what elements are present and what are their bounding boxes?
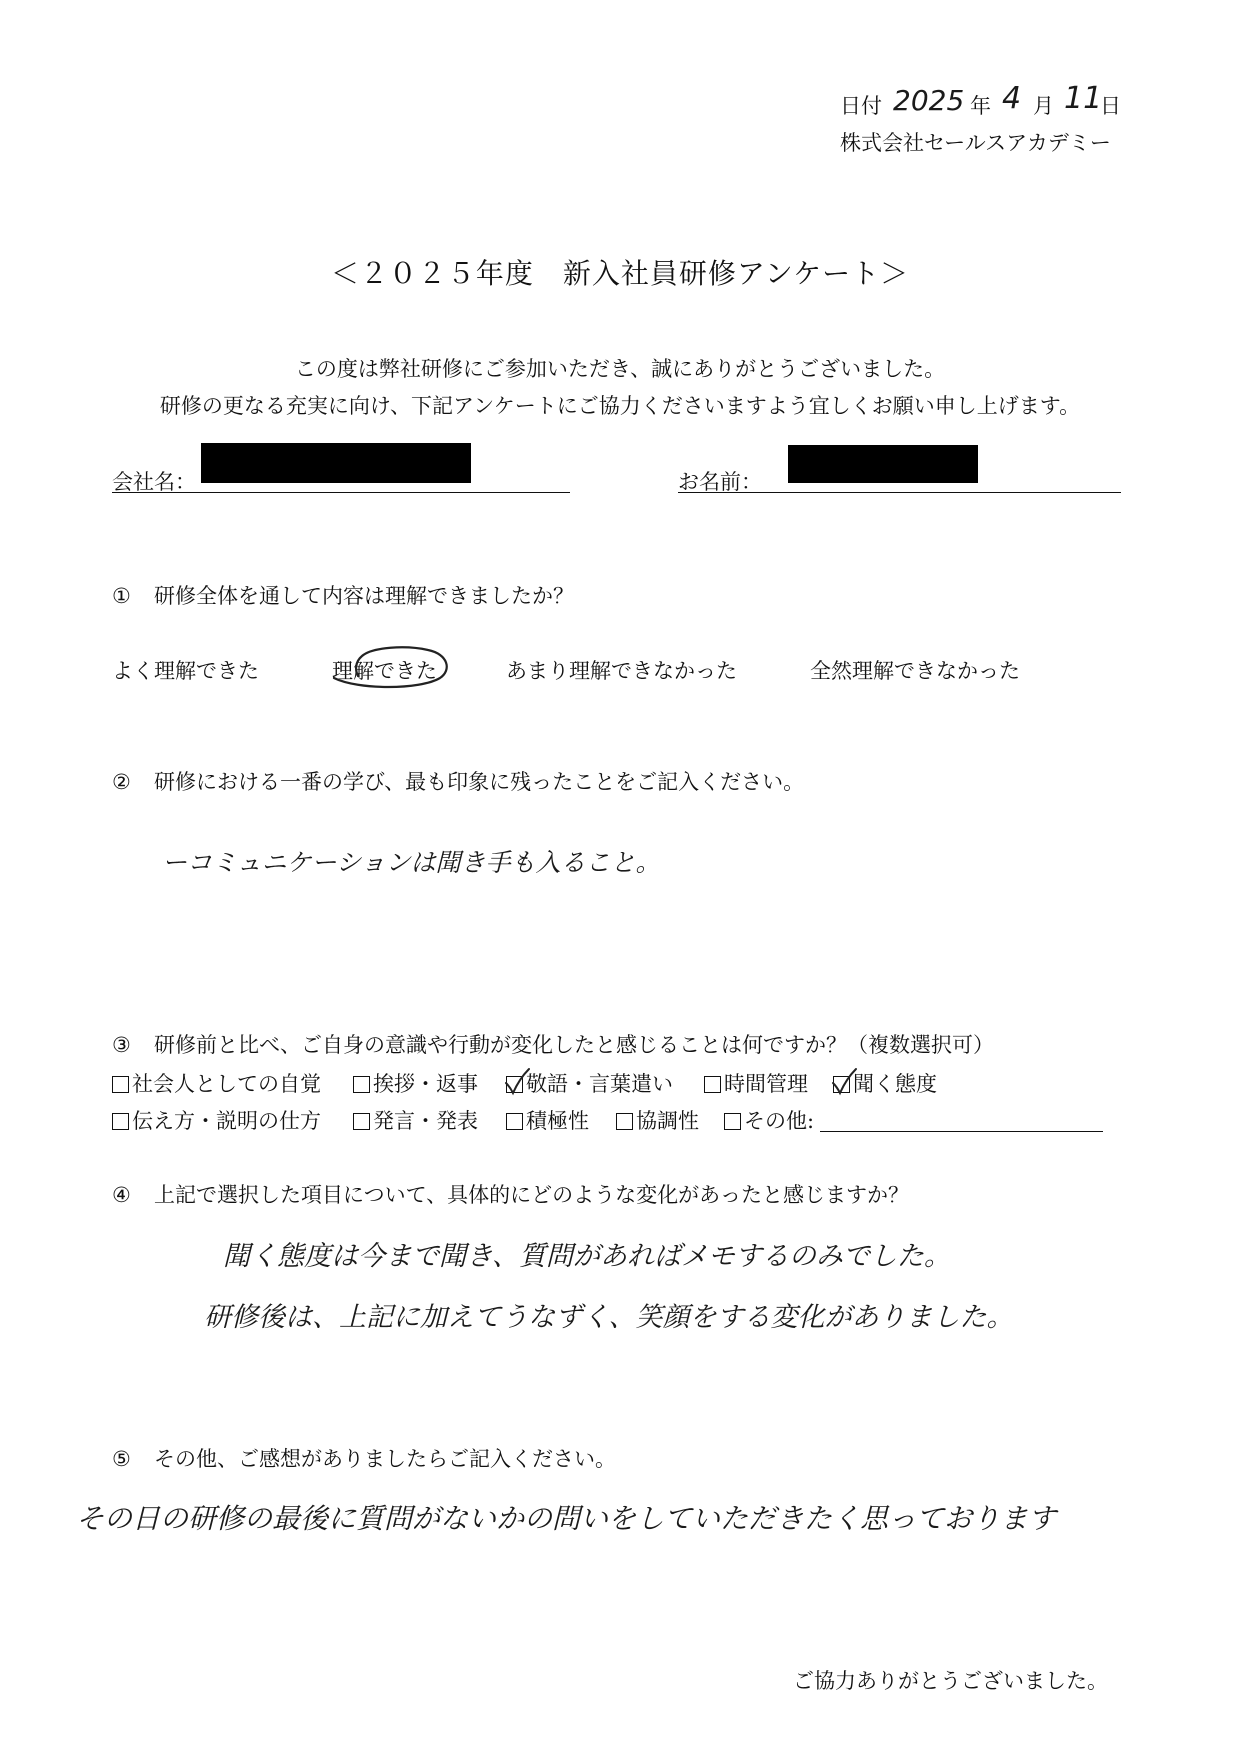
- checkbox-label: 伝え方・説明の仕方: [132, 1109, 321, 1133]
- q1-option-understood[interactable]: [332, 659, 437, 683]
- q3-number: ③: [112, 1033, 131, 1057]
- q1-number: ①: [112, 584, 131, 608]
- q1-question: 研修全体を通して内容は理解できましたか？: [154, 584, 574, 608]
- q3-question: 研修前と比べ、ご自身の意識や行動が変化したと感じることは何ですか？（複数選択可）: [154, 1033, 994, 1057]
- checkbox[interactable]: [112, 1076, 129, 1093]
- date-year-handwritten: 2025: [893, 84, 965, 117]
- checkbox-label: 社会人としての自覚: [132, 1072, 321, 1096]
- q5-number: ⑤: [112, 1447, 131, 1471]
- checkbox-label: その他:: [744, 1109, 815, 1133]
- date-month-unit: 月: [1033, 94, 1054, 118]
- q3-checkbox-other[interactable]: [724, 1109, 814, 1133]
- intro-line-1: この度は弊社研修にご参加いただき、誠にありがとうございました。: [294, 357, 946, 381]
- date-day-handwritten: 11: [1064, 81, 1103, 116]
- date-day-unit: 日: [1100, 94, 1121, 118]
- q4-number: ④: [112, 1183, 131, 1207]
- q2-question: 研修における一番の学び、最も印象に残ったことをご記入ください。: [154, 770, 805, 794]
- q3-checkbox-presentation[interactable]: [353, 1109, 478, 1133]
- q1-option-label: 全然理解できなかった: [810, 659, 1020, 683]
- company-redaction-box: [201, 443, 471, 483]
- checkbox-label: 積極性: [526, 1109, 589, 1133]
- check-mark-icon: [504, 1068, 530, 1096]
- checkbox[interactable]: [353, 1113, 370, 1130]
- q5-answer-handwritten: その日の研修の最後に質問がないかの問いをしていただきたく思っております: [76, 1502, 1057, 1535]
- checkbox-label: 発言・発表: [373, 1109, 478, 1133]
- q1-option-label: あまり理解できなかった: [506, 659, 737, 683]
- checkbox[interactable]: [506, 1113, 523, 1130]
- checkbox[interactable]: [353, 1076, 370, 1093]
- closing-thanks: ご協力ありがとうございました。: [793, 1669, 1108, 1693]
- page-title: ＜２０２５年度 新入社員研修アンケート＞: [330, 257, 910, 290]
- q4-question: 上記で選択した項目について、具体的にどのような変化があったと感じますか？: [154, 1183, 909, 1207]
- q1-option-not-well-understood[interactable]: [506, 659, 737, 683]
- date-label: 日付: [840, 94, 882, 118]
- q1-option-label: よく理解できた: [112, 659, 259, 683]
- date-year-unit: 年: [970, 94, 991, 118]
- q3-checkbox-greeting[interactable]: [353, 1072, 478, 1096]
- company-field[interactable]: [112, 492, 570, 493]
- date-month-handwritten: 4: [1002, 81, 1022, 116]
- checkbox-label: 挨拶・返事: [373, 1072, 478, 1096]
- name-field[interactable]: [678, 492, 1121, 493]
- checkbox[interactable]: [506, 1076, 523, 1093]
- checkbox[interactable]: [112, 1113, 129, 1130]
- checkbox[interactable]: [724, 1113, 741, 1130]
- q1-option-not-understood-at-all[interactable]: [810, 659, 1020, 683]
- checkbox[interactable]: [616, 1113, 633, 1130]
- q4-answer-line-2-handwritten: 研修後は、上記に加えてうなずく、笑顔をする変化がありました。: [204, 1302, 1014, 1333]
- q1-option-well-understood[interactable]: [112, 659, 259, 683]
- q3-checkbox-listening-attitude[interactable]: [833, 1072, 937, 1096]
- name-redaction-box: [788, 445, 978, 483]
- checkbox[interactable]: [833, 1076, 850, 1093]
- intro-line-2: 研修の更なる充実に向け、下記アンケートにご協力くださいますよう宜しくお願い申し上げます。: [159, 394, 1081, 418]
- q3-checkbox-explaining[interactable]: [112, 1109, 321, 1133]
- q2-number: ②: [112, 770, 131, 794]
- q3-checkbox-initiative[interactable]: [506, 1109, 589, 1133]
- q3-checkbox-cooperation[interactable]: [616, 1109, 699, 1133]
- checkbox-label: 敬語・言葉遣い: [526, 1072, 673, 1096]
- q3-other-field[interactable]: [820, 1131, 1103, 1132]
- q3-checkbox-time-management[interactable]: [704, 1072, 808, 1096]
- q2-answer-handwritten: ーコミュニケーションは聞き手も入ること。: [162, 848, 661, 877]
- checkbox-label: 協調性: [636, 1109, 699, 1133]
- q3-checkbox-honorifics[interactable]: [506, 1072, 673, 1096]
- organizer-name: 株式会社セールスアカデミー: [840, 131, 1111, 155]
- q5-question: その他、ご感想がありましたらご記入ください。: [154, 1447, 616, 1471]
- checkbox-label: 聞く態度: [853, 1072, 937, 1096]
- q1-option-label: 理解できた: [332, 659, 437, 683]
- name-label: お名前：: [678, 470, 762, 494]
- q4-answer-line-1-handwritten: 聞く態度は今まで聞き、質問があればメモするのみでした。: [223, 1241, 951, 1272]
- check-mark-icon: [831, 1068, 857, 1096]
- checkbox-label: 時間管理: [724, 1072, 808, 1096]
- handwritten-circle-mark: [328, 644, 450, 692]
- company-label: 会社名：: [112, 470, 196, 494]
- q3-checkbox-social-awareness[interactable]: [112, 1072, 321, 1096]
- checkbox[interactable]: [704, 1076, 721, 1093]
